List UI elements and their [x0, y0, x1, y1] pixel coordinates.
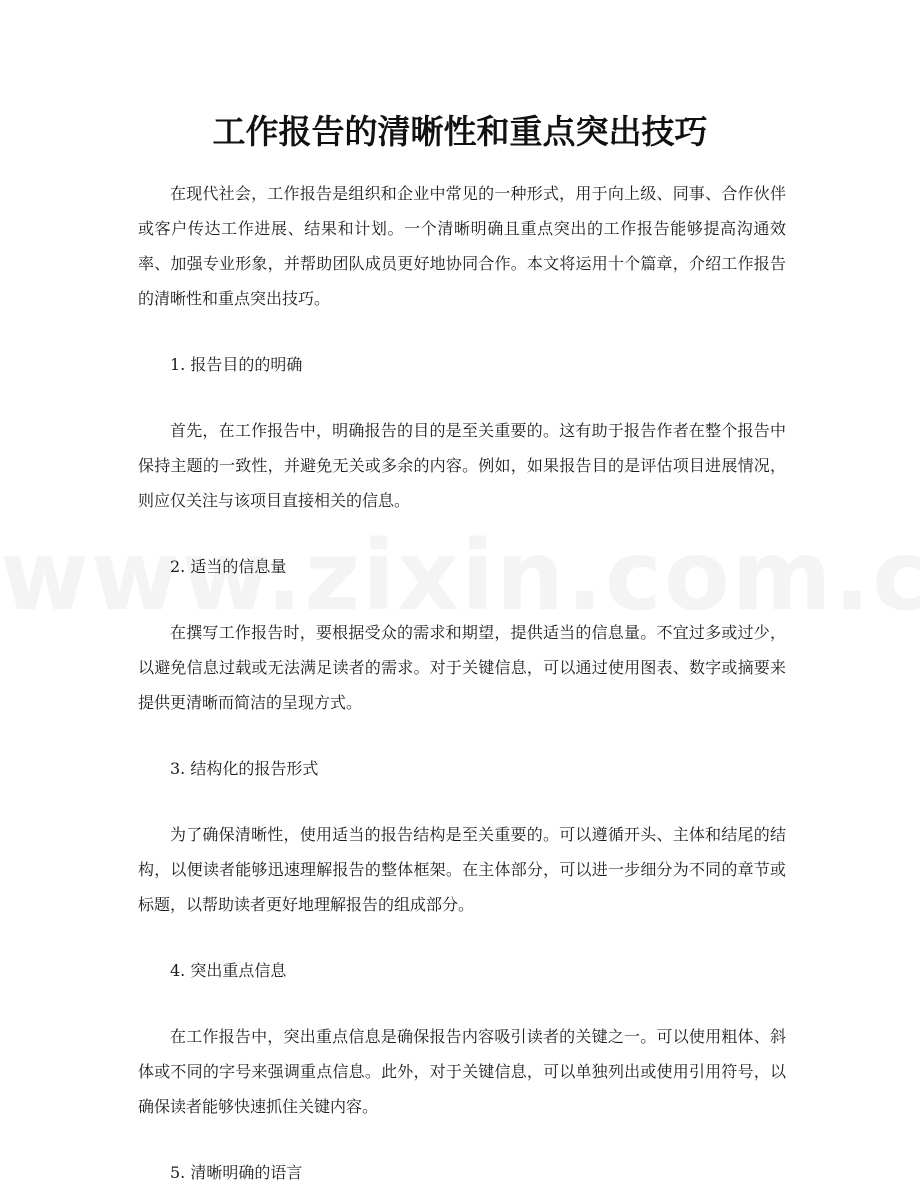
section-heading-3: 3. 结构化的报告形式	[170, 759, 319, 778]
section-paragraph-3: 为了确保清晰性，使用适当的报告结构是至关重要的。可以遵循开头、主体和结尾的结构，以便读者能够迅速理解报告的整体框架。在主体部分，可以进一步细分为不同的章节或标题，以帮助读者更好地理解报告的组成部分。	[138, 825, 786, 914]
section-paragraph-2: 在撰写工作报告时，要根据受众的需求和期望，提供适当的信息量。不宜过多或过少，以避免信息过载或无法满足读者的需求。对于关键信息，可以通过使用图表、数字或摘要来提供更清晰而简洁的呈现方式。	[138, 623, 786, 712]
section-paragraph-4: 在工作报告中，突出重点信息是确保报告内容吸引读者的关键之一。可以使用粗体、斜体或不同的字号来强调重点信息。此外，对于关键信息，可以单独列出或使用引用符号，以确保读者能够快速抓住关键内容。	[138, 1027, 786, 1116]
section-heading-4: 4. 突出重点信息	[170, 961, 287, 980]
section-heading-2: 2. 适当的信息量	[170, 557, 287, 576]
section-paragraph-1: 首先，在工作报告中，明确报告的目的是至关重要的。这有助于报告作者在整个报告中保持主题的一致性，并避免无关或多余的内容。例如，如果报告目的是评估项目进展情况，则应仅关注与该项目直接相关的信息。	[138, 421, 786, 510]
page-title: 工作报告的清晰性和重点突出技巧	[212, 112, 708, 151]
document-body	[138, 176, 786, 1191]
section-heading-5: 5. 清晰明确的语言	[170, 1163, 303, 1182]
section-heading-1: 1. 报告目的的明确	[170, 355, 303, 374]
intro-paragraph: 在现代社会，工作报告是组织和企业中常见的一种形式，用于向上级、同事、合作伙伴或客户传达工作进展、结果和计划。一个清晰明确且重点突出的工作报告能够提高沟通效率、加强专业形象，并帮助团队成员更好地协同合作。本文将运用十个篇章，介绍工作报告的清晰性和重点突出技巧。	[138, 184, 786, 308]
